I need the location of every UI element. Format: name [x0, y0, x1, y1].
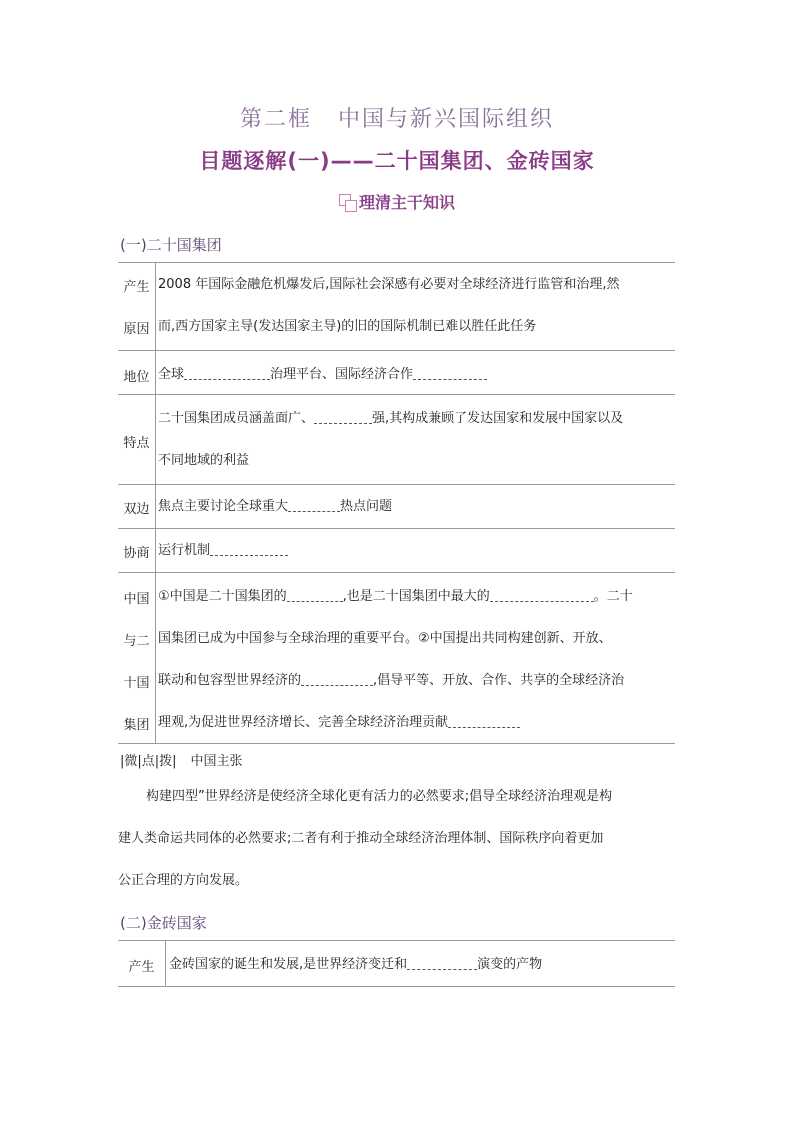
row-text: ①中国是二十国集团的 ,也是二十国集团中最大的 。二十 — [158, 589, 633, 604]
row-label: 中国 — [123, 592, 150, 607]
tip-paragraph-line: 建人类命运共同体的必然要求;二者有利于推动全球经济治理体制、国际秩序向着更加 — [118, 831, 604, 846]
tip-heading — [120, 750, 243, 769]
row-text: 联动和包容型世界经济的 ,倡导平等、开放、合作、共享的全球经济治 — [158, 673, 625, 688]
divider — [118, 940, 675, 941]
fill-blank[interactable] — [210, 541, 288, 556]
row-text: 不同地域的利益 — [158, 453, 250, 468]
title-part-2: 中国与新兴国际组织 — [338, 107, 555, 132]
fill-blank[interactable] — [448, 713, 520, 728]
row-label: 特点 — [123, 436, 150, 451]
tip-paragraph-line: 构建四型”世界经济是使经济全球化更有活力的必然要求;倡导全球经济治理观是构 — [146, 789, 613, 804]
divider — [118, 528, 675, 529]
fill-blank[interactable] — [288, 497, 340, 512]
tip-tag: |微|点|拨| — [120, 754, 177, 769]
fill-blank[interactable] — [184, 365, 270, 380]
row-label: 十国 — [123, 676, 150, 691]
row-text: 二十国集团成员涵盖面广、 强,其构成兼顾了发达国家和发展中国家以及 — [158, 411, 624, 426]
fill-blank[interactable] — [413, 365, 487, 380]
row-label: 产生 — [123, 280, 150, 295]
row-label: 原因 — [123, 322, 150, 337]
row-text: 而,西方国家主导(发达国家主导)的旧的国际机制已难以胜任此任务 — [158, 319, 537, 334]
row-label: 集团 — [123, 718, 150, 733]
divider — [118, 986, 675, 987]
section-icon — [339, 194, 357, 212]
row-text: 焦点主要讨论全球重大 热点问题 — [158, 499, 393, 514]
page-title — [0, 102, 794, 133]
fill-blank[interactable] — [314, 409, 372, 424]
row-text: 2008 年国际金融危机爆发后,国际社会深感有必要对全球经济进行监管和治理,然 — [158, 277, 620, 292]
row-label: 地位 — [123, 370, 150, 385]
g20-heading: (一)二十国集团 — [120, 236, 222, 254]
fill-blank[interactable] — [490, 587, 594, 602]
section-heading — [0, 190, 794, 213]
section-label: 理清主干知识 — [358, 193, 455, 212]
row-text: 金砖国家的诞生和发展,是世界经济变迁和 演变的产物 — [169, 957, 543, 972]
tip-title: 中国主张 — [190, 754, 243, 769]
divider — [118, 484, 675, 485]
divider — [118, 572, 675, 573]
divider — [118, 394, 675, 395]
column-divider — [155, 262, 156, 743]
row-label: 与二 — [123, 634, 150, 649]
row-text: 理观,为促进世界经济增长、完善全球经济治理贡献 — [158, 702, 676, 744]
row-text: 运行机制 — [158, 530, 676, 572]
row-text: 国集团已成为中国参与全球治理的重要平台。②中国提出共同构建创新、开放、 — [158, 631, 612, 646]
divider — [118, 262, 675, 263]
divider — [118, 350, 675, 351]
fill-blank[interactable] — [301, 671, 373, 686]
tip-paragraph-line: 公正合理的方向发展。 — [118, 873, 249, 888]
page-subtitle: 目题逐解(一)——二十国集团、金砖国家 — [199, 149, 595, 173]
divider — [118, 743, 675, 744]
row-label: 协商 — [123, 546, 150, 561]
column-divider — [165, 940, 166, 986]
row-label: 产生 — [128, 960, 155, 975]
row-text: 全球 治理平台、国际经济合作 — [158, 354, 676, 396]
fill-blank[interactable] — [287, 587, 343, 602]
brics-heading: (二)金砖国家 — [120, 914, 207, 932]
fill-blank[interactable] — [407, 955, 477, 970]
row-label: 双边 — [123, 502, 150, 517]
title-part-1: 第二框 — [239, 107, 312, 132]
